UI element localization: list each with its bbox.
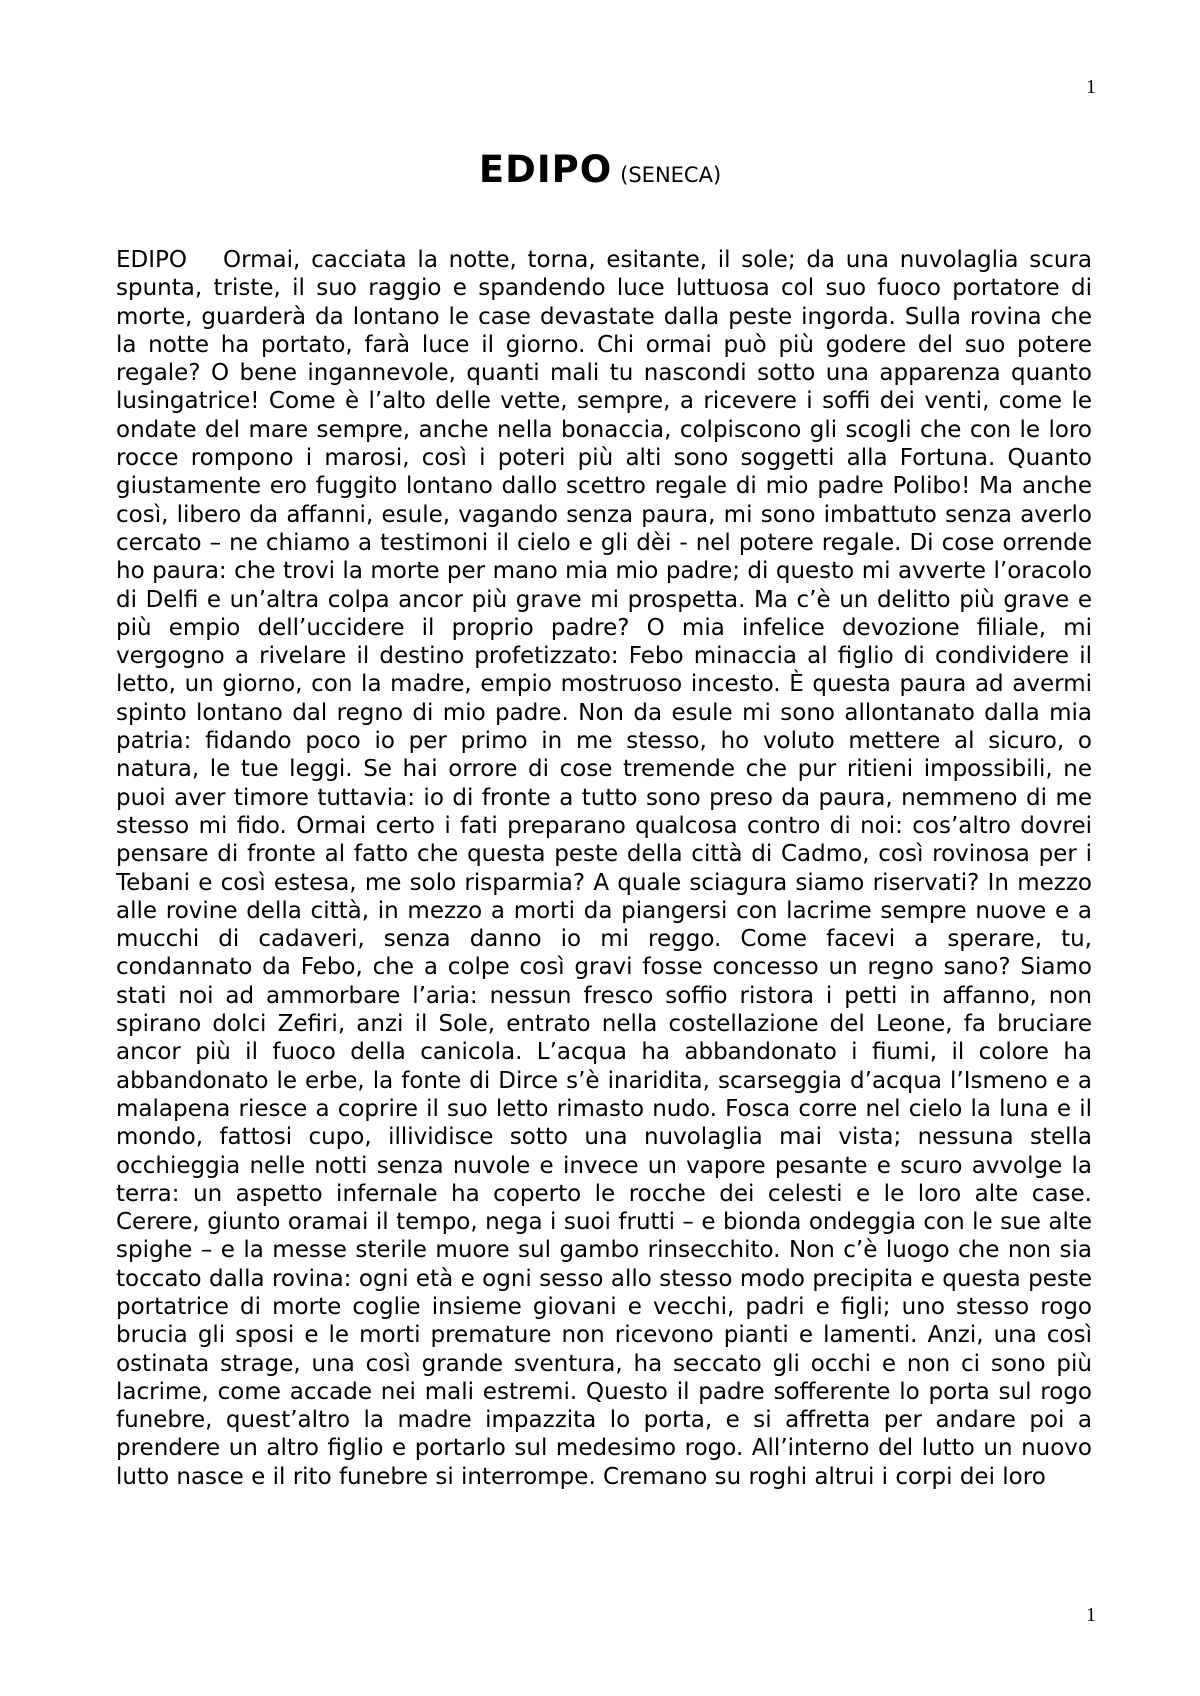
document-title (0, 148, 1200, 191)
body-paragraph (116, 246, 1092, 1491)
title-subtitle: (SENECA) (620, 163, 722, 187)
page-number-bottom: 1 (1086, 1604, 1096, 1626)
speaker-name: EDIPO (116, 247, 187, 273)
title-main: EDIPO (478, 148, 613, 191)
page-number-top: 1 (1086, 76, 1096, 98)
paragraph-text: Ormai, cacciata la notte, torna, esitante, il sole; da una nuvolaglia scura spunta, triste, il suo raggio e spandendo luce luttuosa col suo fuoco portatore di morte, guarderà da lontano le case devastate dalla peste ingorda. Sulla rovina che la notte ha portato, farà luce il giorno. Chi ormai può più godere del suo potere regale? O bene ingannevole, quanti mali tu nascondi sotto una apparenza quanto lusingatrice! Come è l’alto delle vette, sempre, a ricevere i soffi dei venti, come le ondate del mare sempre, anche nella bonaccia, colpiscono gli scogli che con le loro rocce rompono i marosi, così i poteri più alti sono soggetti alla Fortuna. Quanto giustamente ero fuggito lontano dallo scettro regale di mio padre Polibo! Ma anche così, libero da affanni, esule, vagando senza paura, mi sono imbattuto senza averlo cercato – ne chiamo a testimoni il cielo e gli dèi - nel potere regale. Di cose orrende ho paura: che trovi la morte per mano mia mio padre; di questo mi avverte l’oracolo di Delfi e un’altra colpa ancor più grave mi prospetta. Ma c’è un delitto più grave e più empio dell’uccidere il proprio padre? O mia infelice devozione filiale, mi vergogno a rivelare il destino profetizzato: Febo minaccia al figlio di condividere il letto, un giorno, con la madre, empio mostruoso incesto. È questa paura ad avermi spinto lontano dal regno di mio padre. Non da esule mi sono allontanato dalla mia patria: fidando poco io per primo in me stesso, ho voluto mettere al sicuro, o natura, le tue leggi. Se hai orrore di cose tremende che pur ritieni impossibili, ne puoi aver timore tuttavia: io di fronte a tutto sono preso da paura, nemmeno di me stesso mi fido. Ormai certo i fati preparano qualcosa contro di noi: cos’altro dovrei pensare di fronte al fatto che questa peste della città di Cadmo, così rovinosa per i Tebani e così estesa, me solo risparmia? A quale sciagura siamo riservati? In mezzo alle rovine della città, in mezzo a morti da piangersi con lacrime sempre nuove e a mucchi di cadaveri, senza danno io mi reggo. Come facevi a sperare, tu, condannato da Febo, che a colpe così gravi fosse concesso un regno sano? Siamo stati noi ad ammorbare l’aria: nessun fresco soffio ristora i petti in affanno, non spirano dolci Zefiri, anzi il Sole, entrato nella costellazione del Leone, fa bruciare ancor più il fuoco della canicola. L’acqua ha abbandonato i fiumi, il colore ha abbandonato le erbe, la fonte di Dirce s’è inaridita, scarseggia d’acqua l’Ismeno e a malapena riesce a coprire il suo letto rimasto nudo. Fosca corre nel cielo la luna e il mondo, fattosi cupo, illividisce sotto una nuvolaglia mai vista; nessuna stella occhieggia nelle notti senza nuvole e invece un vapore pesante e scuro avvolge la terra: un aspetto infernale ha coperto le rocche dei celesti e le loro alte case. Cerere, giunto oramai il tempo, nega i suoi frutti – e bionda ondeggia con le sue alte spighe – e la messe sterile muore sul gambo rinsecchito. Non c’è luogo che non sia toccato dalla rovina: ogni età e ogni sesso allo stesso modo precipita e questa peste portatrice di morte coglie insieme giovani e vecchi, padri e figli; uno stesso rogo brucia gli sposi e le morti premature non ricevono pianti e lamenti. Anzi, una così ostinata strage, una così grande sventura, ha seccato gli occhi e non ci sono più lacrime, come accade nei mali estremi. Questo il padre sofferente lo porta sul rogo funebre, quest’altro la madre impazzita lo porta, e si affretta per andare poi a prendere un altro figlio e portarlo sul medesimo rogo. All’interno del lutto un nuovo lutto nasce e il rito funebre si interrompe. Cremano su roghi altrui i corpi dei loro (116, 247, 1092, 1490)
